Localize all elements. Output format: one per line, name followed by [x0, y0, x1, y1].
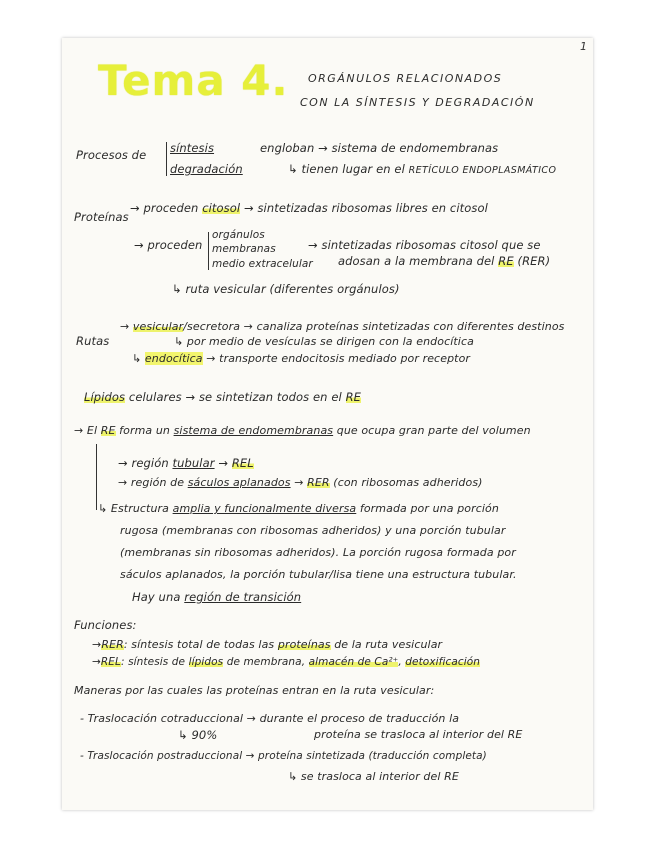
maneras-postraduccional-sub: ↳ se trasloca al interior del RE	[288, 770, 459, 783]
funciones-label: Funciones:	[74, 618, 137, 632]
procesos-label: Procesos de	[76, 148, 147, 162]
proteinas-list-medio: medio extracelular	[212, 258, 313, 270]
rutas-vesicular: → vesicular/secretora → canaliza proteínas sintetizadas con diferentes destinos	[120, 320, 565, 333]
proteinas-label: Proteínas	[74, 210, 129, 224]
procesos-bracket	[166, 142, 167, 176]
re-paragraph-line-2: rugosa (membranas con ribosomas adheridos) y una porción tubular	[120, 524, 506, 537]
rutas-vesicular-sub: ↳ por medio de vesículas se dirigen con la endocítica	[174, 335, 474, 348]
proteinas-list-membranas: membranas	[212, 243, 276, 255]
re-paragraph-line-3: (membranas sin ribosomas adheridos). La porción rugosa formada por	[120, 546, 516, 559]
re-branch-saculos: → región de sáculos aplanados → RER (con ribosomas adheridos)	[118, 476, 483, 489]
heading-line-2: CON LA SÍNTESIS Y DEGRADACIÓN	[300, 96, 535, 109]
funciones-rer: →RER: síntesis total de todas las proteínas de la ruta vesicular	[92, 638, 443, 651]
funciones-rel: →REL: síntesis de lípidos de membrana, almacén de Ca²⁺, detoxificación	[92, 656, 481, 668]
proteinas-branch-citosol: → proceden citosol → sintetizadas ribosomas libres en citosol	[130, 201, 488, 215]
maneras-title: Maneras por las cuales las proteínas entran en la ruta vesicular:	[74, 684, 435, 697]
rutas-label: Rutas	[76, 334, 110, 348]
heading-line-1: ORGÁNULOS RELACIONADOS	[308, 72, 503, 85]
re-paragraph-line-1: ↳ Estructura amplia y funcionalmente diversa formada por una porción	[98, 502, 499, 515]
re-branch-line	[96, 444, 97, 510]
re-main-line: → El RE forma un sistema de endomembranas que ocupa gran parte del volumen	[74, 424, 531, 437]
maneras-cotraduccional-sub: proteína se trasloca al interior del RE	[314, 728, 523, 741]
page-title: Tema 4.	[98, 56, 289, 105]
procesos-engloban: engloban → sistema de endomembranas	[260, 141, 499, 155]
proteinas-branch-organulos-rest2: adosan a la membrana del RE (RER)	[338, 254, 551, 268]
procesos-item-sintesis: síntesis	[170, 141, 215, 155]
proteinas-list-organulos: orgánulos	[212, 229, 265, 241]
maneras-postraduccional: - Traslocación postraduccional → proteína sintetizada (traducción completa)	[80, 750, 487, 762]
procesos-tienen-lugar: ↳ tienen lugar en el RETÍCULO ENDOPLASMÁTICO	[288, 162, 557, 176]
proteinas-branch-organulos-prefix: → proceden	[134, 238, 203, 252]
procesos-item-degradacion: degradación	[170, 162, 243, 176]
rutas-endocitica: ↳ endocítica → transporte endocitosis mediado por receptor	[132, 352, 471, 365]
notebook-page	[62, 38, 593, 810]
re-paragraph-line-4: sáculos aplanados, la porción tubular/lisa tiene una estructura tubular.	[120, 568, 517, 581]
proteinas-branch-organulos-rest1: → sintetizadas ribosomas citosol que se	[308, 238, 541, 252]
re-paragraph-line-5: Hay una región de transición	[132, 590, 302, 604]
re-branch-tubular: → región tubular → REL	[118, 456, 254, 470]
lipidos-line: Lípidos celulares → se sintetizan todos en el RE	[84, 390, 362, 404]
maneras-cotraduccional: - Traslocación cotraduccional → durante el proceso de traducción la	[80, 712, 460, 725]
proteinas-bracket	[208, 232, 209, 270]
proteinas-branch-ruta-vesicular: ↳ ruta vesicular (diferentes orgánulos)	[172, 282, 400, 296]
maneras-cotraduccional-percent: ↳ 90%	[178, 728, 218, 742]
page-number: 1	[580, 40, 587, 53]
